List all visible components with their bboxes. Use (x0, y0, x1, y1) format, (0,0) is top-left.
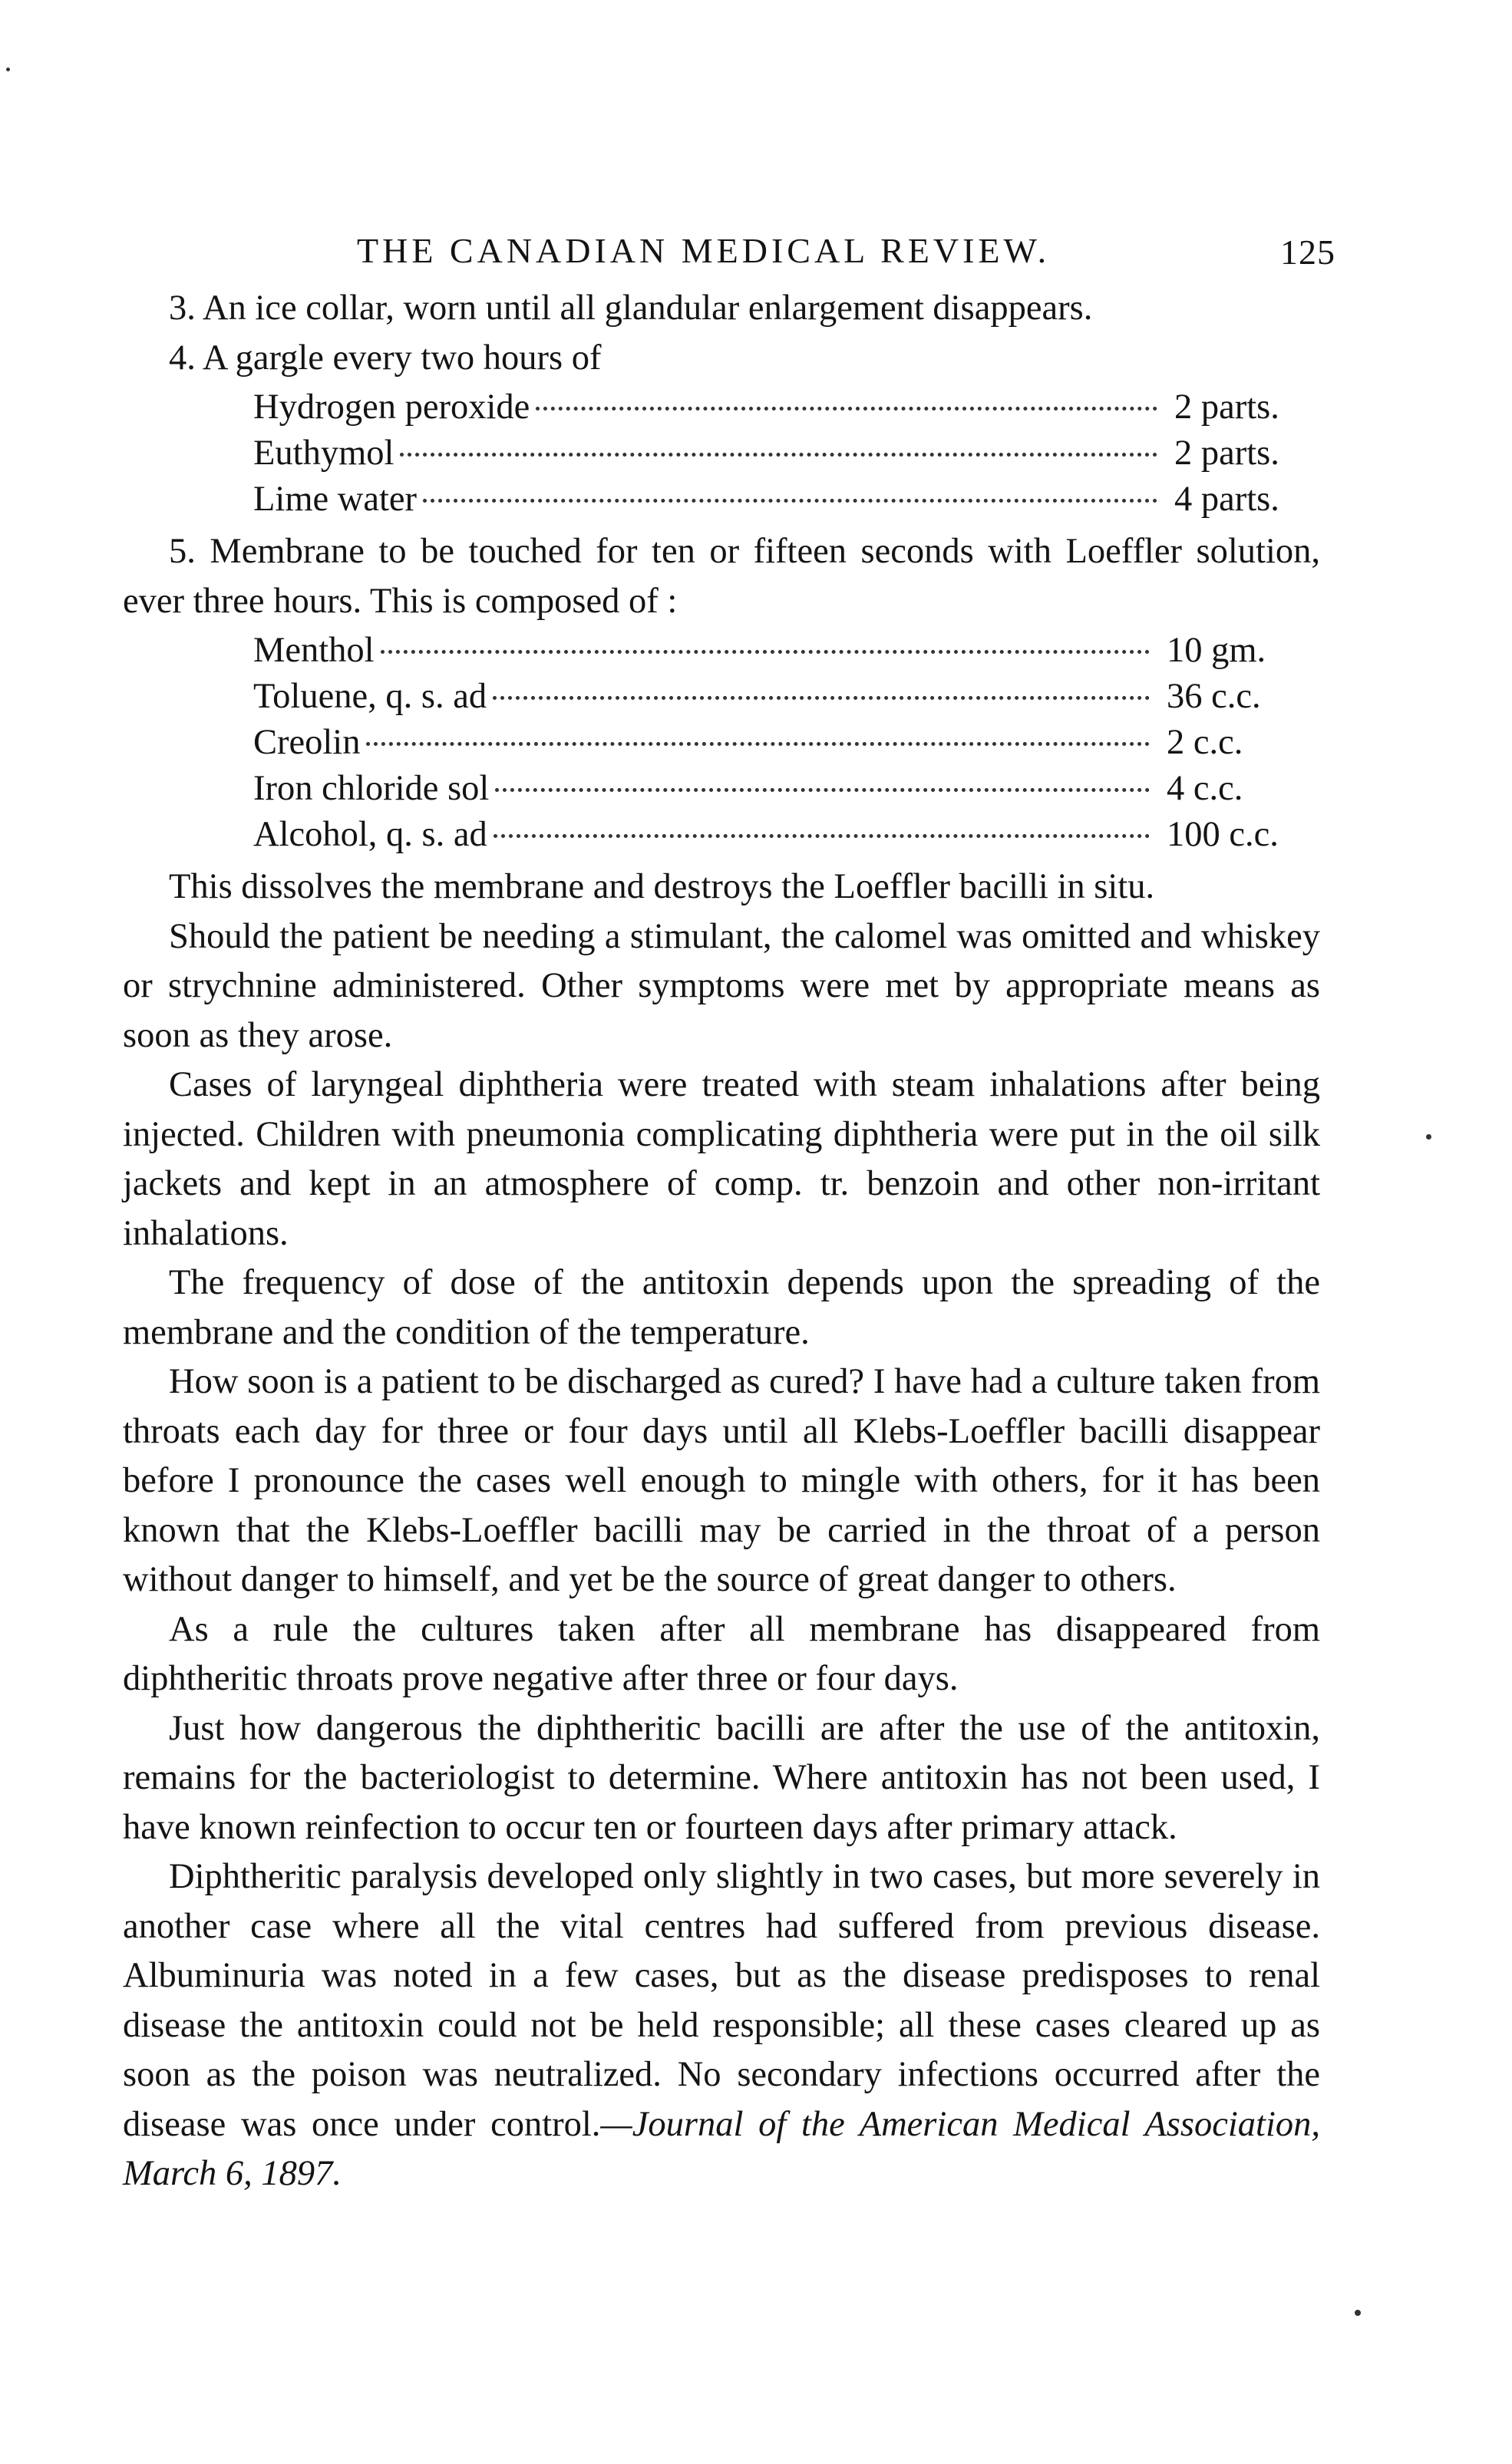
paragraph: The frequency of dose of the antitoxin depends upon the spreading of the membrane and the condition of the temperature. (123, 1263, 1320, 1352)
ingredient: Lime water (253, 480, 418, 519)
paragraph-last (123, 1852, 1320, 2199)
paragraph: This dissolves the membrane and destroys the Loeffler bacilli in situ. (169, 867, 1155, 906)
page-number: 125 (1280, 233, 1335, 272)
ingredient: Euthymol (253, 434, 395, 473)
ingredient: Hydrogen peroxide (253, 388, 530, 427)
paragraph-text: Diphtheritic paralysis developed only slightly in two cases, but more severely in another case where all the vital centres had suffered from previous disease. Albuminuria was noted in a few cases, but as the disease predisposes to renal disease the antitoxin could not be held responsible; all these cases cleared up as soon as the poison was neutralized. No secondary infections occurred after the disease was once under control. (123, 1857, 1320, 2144)
recipe-row (253, 628, 1328, 674)
ingredient: Alcohol, q. s. ad (253, 815, 487, 854)
leader-dots (366, 742, 1150, 746)
ingredient: Creolin (253, 723, 361, 762)
journal-title: THE CANADIAN MEDICAL REVIEW. (357, 231, 1051, 270)
leader-dots (495, 788, 1150, 792)
paragraph: Cases of laryngeal diphtheria were treated with steam inhalations after being injected. Children with pneumonia complicating diphtheria were put in the oil silk jackets and kept in an atmosphere of comp. tr. benzoin and other non-irritant inhalations. (123, 1065, 1320, 1253)
recipe-row (253, 720, 1328, 766)
ingredient: Menthol (253, 631, 375, 670)
list-item-5: 5. Membrane to be touched for ten or fifteen seconds with Loeffler solution, ever three hours. This is composed of : (123, 532, 1320, 621)
ingredient: Iron chloride sol (253, 769, 490, 808)
amount: 36 c.c. (1167, 677, 1261, 716)
recipe-row (253, 430, 1328, 477)
scan-speck (1426, 1134, 1431, 1140)
recipe-row (253, 477, 1328, 523)
list-item-4: 4. A gargle every two hours of (169, 338, 602, 378)
paragraph: Should the patient be needing a stimulant, the calomel was omitted and whiskey or strychnine administered. Other symptoms were met by appropriate means as soon as they arose. (123, 916, 1320, 1055)
paragraph: How soon is a patient to be discharged as cured? I have had a culture taken from throats each day for three or four days until all Klebs-Loeffler bacilli disappear before I pronounce the cases well enough to mingle with others, for it has been known that the Klebs-Loeffler bacilli may be carried in the throat of a person without danger to himself, and yet be the source of great danger to others. (123, 1362, 1320, 1599)
paragraph: Just how dangerous the diphtheritic bacilli are after the use of the antitoxin, remains for the bacteriologist to determine. Where antitoxin has not been used, I have known reinfection to occur ten or fourteen days after primary attack. (123, 1708, 1320, 1847)
amount: 4 parts. (1174, 480, 1279, 519)
page (123, 223, 1335, 2199)
amount: 2 parts. (1174, 434, 1279, 473)
leader-dots (536, 407, 1157, 411)
amount: 4 c.c. (1167, 769, 1243, 808)
journal-citation: —Journal of the American Medical Association, March 6, 1897. (123, 2104, 1320, 2193)
running-head (123, 223, 1335, 284)
amount: 100 c.c. (1167, 815, 1279, 854)
recipe-row (253, 812, 1328, 858)
leader-dots (493, 696, 1150, 700)
amount: 2 c.c. (1167, 723, 1243, 762)
leader-dots (381, 650, 1150, 654)
ingredient: Toluene, q. s. ad (253, 677, 487, 716)
paragraph: As a rule the cultures taken after all membrane has disappeared from diphtheritic throats prove negative after three or four days. (123, 1609, 1320, 1698)
recipe-row (253, 766, 1328, 812)
loeffler-solution-recipe (123, 628, 1328, 858)
scan-speck (1355, 2310, 1361, 2316)
recipe-row (253, 384, 1328, 430)
recipe-row (253, 674, 1328, 720)
list-item-3: 3. An ice collar, worn until all glandular enlargement disappears. (169, 289, 1093, 328)
amount: 10 gm. (1167, 631, 1266, 670)
leader-dots (400, 453, 1157, 457)
amount: 2 parts. (1174, 388, 1279, 427)
leader-dots (423, 499, 1157, 503)
gargle-recipe (123, 384, 1328, 523)
scan-speck (6, 68, 10, 71)
article-body (123, 284, 1320, 2199)
leader-dots (494, 834, 1150, 838)
